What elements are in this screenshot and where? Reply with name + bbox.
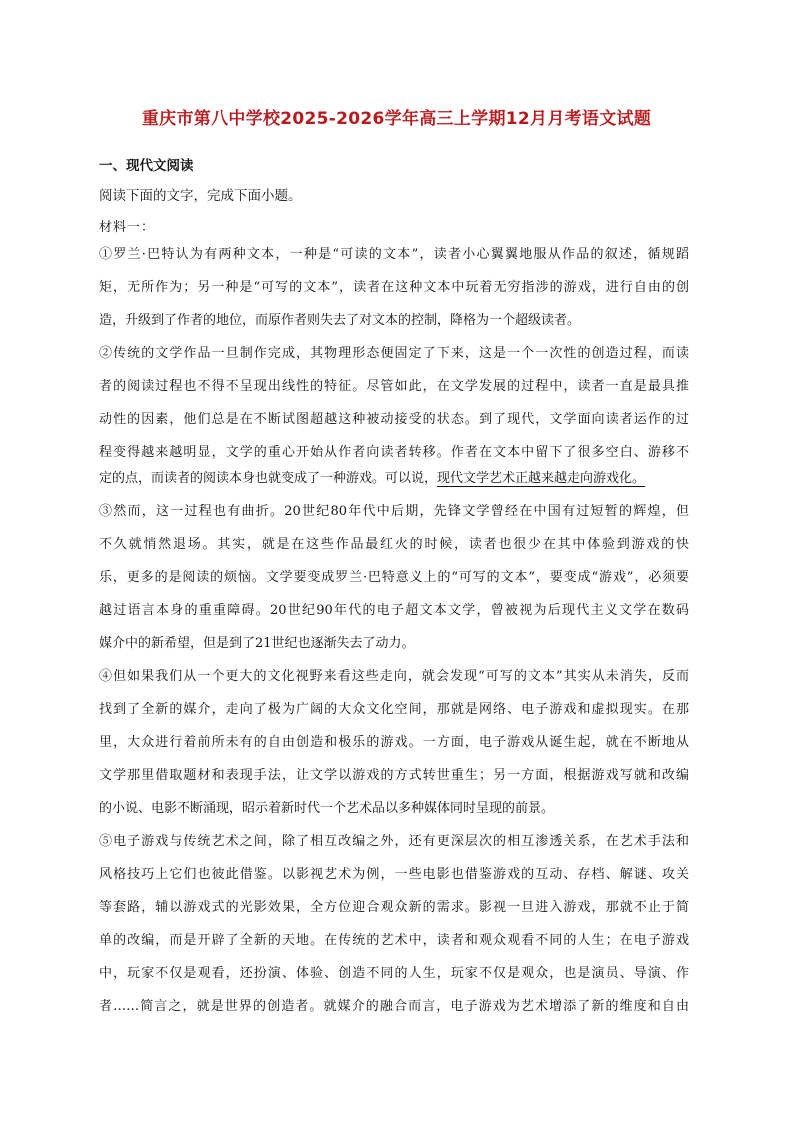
text-line: 不久就悄然退场。其实，就是在这些作品最红火的时候，读者也很少在其中体验到游戏的快 xyxy=(99,537,689,552)
text-line: ⑤电子游戏与传统艺术之间，除了相互改编之外，还有更深层次的相互渗透关系，在艺术手法和 xyxy=(99,834,689,849)
text-line: 乐，更多的是阅读的烦恼。文学要变成罗兰·巴特意义上的“可写的文本”，要变成“游戏”，必须要 xyxy=(99,570,689,585)
text-line: 里，大众进行着前所未有的自由创造和极乐的游戏。一方面，电子游戏从诞生起，就在不断地从 xyxy=(99,735,689,750)
text-line-with-underline xyxy=(99,470,645,488)
text-line: 文学那里借取题材和表现手法，让文学以游戏的方式转世重生；另一方面，根据游戏写就和改编 xyxy=(99,768,689,783)
text-line: 造，升级到了作者的地位，而原作者则失去了对文本的控制，降格为一个超级读者。 xyxy=(99,313,581,328)
page-title: 重庆市第八中学校2025-2026学年高三上学期12月月考语文试题 xyxy=(141,109,652,129)
text-line: 找到了全新的媒介，走向了极为广阔的大众文化空间，那就是网络、电子游戏和虚拟现实。在那 xyxy=(99,702,689,717)
section-heading: 一、现代文阅读 xyxy=(99,158,194,174)
text-line: 风格技巧上它们也彼此借鉴。以影视艺术为例，一些电影也借鉴游戏的互动、存档、解谜、攻关 xyxy=(99,867,689,882)
reading-instruction: 阅读下面的文字，完成下面小题。 xyxy=(99,188,302,204)
text-line-start: 定的点，而读者的阅读本身也就变成了一种游戏。可以说， xyxy=(99,471,438,486)
text-line: 动性的因素，他们总是在不断试图超越这种被动接受的状态。到了现代，文学面向读者运作的过 xyxy=(99,412,689,427)
text-line: ②传统的文学作品一旦制作完成，其物理形态便固定了下来，这是一个一次性的创造过程，而读 xyxy=(99,346,689,361)
underlined-sentence: 现代文学艺术正越来越走向游戏化。 xyxy=(437,471,646,486)
text-line: 越过语言本身的重重障碍。20世纪90年代的电子超文本文学，曾被视为后现代主义文学在数码 xyxy=(99,603,689,618)
text-line: 单的改编，而是开辟了全新的天地。在传统的艺术中，读者和观众观看不同的人生；在电子游戏 xyxy=(99,933,689,948)
text-line: 媒介中的新希望，但是到了21世纪也逐渐失去了动力。 xyxy=(99,636,415,651)
text-line: ③然而，这一过程也有曲折。20世纪80年代中后期，先锋文学曾经在中国有过短暂的辉煌，但 xyxy=(99,504,689,519)
text-line: 中，玩家不仅是观看，还扮演、体验、创造不同的人生，玩家不仅是观众，也是演员、导演、作 xyxy=(99,966,689,981)
text-line: 的小说、电影不断涌现，昭示着新时代一个艺术品以多种媒体同时呈现的前景。 xyxy=(99,801,555,816)
text-line: 程变得越来越明显，文学的重心开始从作者向读者转移。作者在文本中留下了很多空白、游移不 xyxy=(99,445,689,460)
text-line: ①罗兰·巴特认为有两种文本，一种是“可读的文本”，读者小心翼翼地服从作品的叙述，循规蹈 xyxy=(99,247,689,262)
text-line: 矩，无所作为；另一种是“可写的文本”，读者在这种文本中玩着无穷指涉的游戏，进行自由的创 xyxy=(99,280,689,295)
text-line: 等套路，辅以游戏式的光影效果，全方位迎合观众新的需求。影视一旦进入游戏，那就不止于简 xyxy=(99,900,689,915)
text-line: 者……简言之，就是世界的创造者。就媒介的融合而言，电子游戏为艺术增添了新的维度和自由 xyxy=(99,999,689,1014)
text-line: ④但如果我们从一个更大的文化视野来看这些走向，就会发现“可写的文本”其实从未消失，反而 xyxy=(99,669,689,684)
material-label: 材料一： xyxy=(99,220,156,235)
text-line: 者的阅读过程也不得不呈现出线性的特征。尽管如此，在文学发展的过程中，读者一直是最具推 xyxy=(99,379,689,394)
